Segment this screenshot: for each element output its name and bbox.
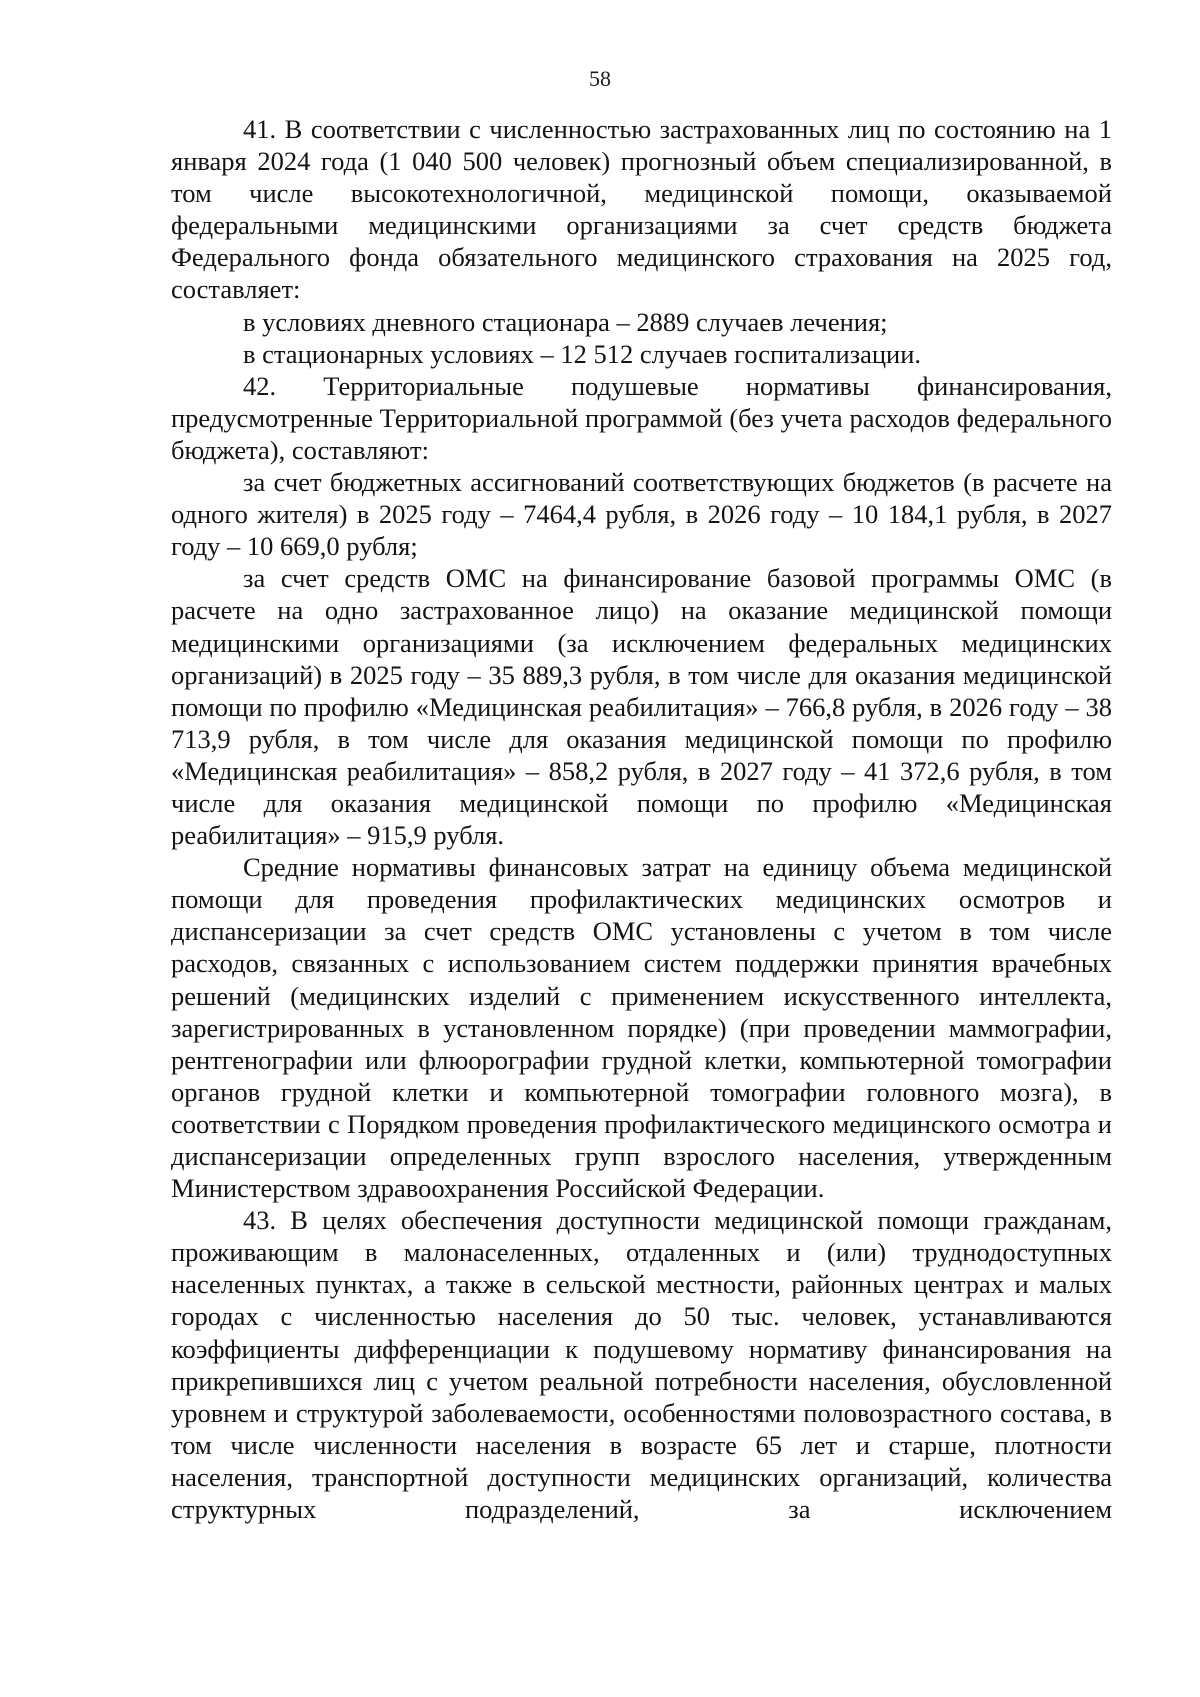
paragraph-41: 41. В соответствии с численностью застрахованных лиц по состоянию на 1 января 2024 года (1 040 500 человек) прогнозный объем специализированной, в том числе высокотехнологичной, медицинской помощи, оказываемой федеральными медицинскими организациями за счет средств бюджета Федерального фонда обязательного медицинского страхования на 2025 год, составляет: (171, 114, 1112, 305)
page-number: 58 (589, 66, 611, 91)
paragraph-inpatient: в стационарных условиях – 12 512 случаев госпитализации. (243, 338, 922, 369)
paragraph-budget-allocations: за счет бюджетных ассигнований соответствующих бюджетов (в расчете на одного жителя) в 2025 году – 7464,4 рубля, в 2026 году – 10 184,1 рубля, в 2027 году – 10 669,0 рубля; (171, 467, 1112, 562)
paragraph-43: 43. В целях обеспечения доступности медицинской помощи гражданам, проживающим в малонаселенных, отдаленных и (или) труднодоступных населенных пунктах, а также в сельской местности, районных центрах и малых городах с численностью населения до 50 тыс. человек, устанавливаются коэффициенты дифференциации к подушевому нормативу финансирования на прикрепившихся лиц с учетом реальной потребности населения, обусловленной уровнем и структурой заболеваемости, особенностями половозрастного состава, в том числе численности населения в возрасте 65 лет и старше, плотности населения, транспортной доступности медицинских организаций, количества структурных подразделений, за исключением (171, 1205, 1112, 1525)
paragraph-42: 42. Территориальные подушевые нормативы финансирования, предусмотренные Территориальной программой (без учета расходов федерального бюджета), составляют: (171, 370, 1112, 465)
document-body (171, 113, 1112, 1525)
paragraph-day-hospital: в условиях дневного стационара – 2889 случаев лечения; (243, 306, 888, 337)
paragraph-oms-funding: за счет средств ОМС на финансирование базовой программы ОМС (в расчете на одно застрахованное лицо) на оказание медицинской помощи медицинскими организациями (за исключением федеральных медицинских организаций) в 2025 году – 35 889,3 рубля, в том числе для оказания медицинской помощи по профилю «Медицинская реабилитация» – 766,8 рубля, в 2026 году – 38 713,9 рубля, в том числе для оказания медицинской помощи по профилю «Медицинская реабилитация» – 858,2 рубля, в 2027 году – 41 372,6 рубля, в том числе для оказания медицинской помощи по профилю «Медицинская реабилитация» – 915,9 рубля. (171, 563, 1112, 851)
paragraph-average-standards: Средние нормативы финансовых затрат на единицу объема медицинской помощи для проведения профилактических медицинских осмотров и диспансеризации за счет средств ОМС установлены с учетом в том числе расходов, связанных с использованием систем поддержки принятия врачебных решений (медицинских изделий с применением искусственного интеллекта, зарегистрированных в установленном порядке) (при проведении маммографии, рентгенографии или флюорографии грудной клетки, компьютерной томографии органов грудной клетки и компьютерной томографии головного мозга), в соответствии с Порядком проведения профилактического медицинского осмотра и диспансеризации определенных групп взрослого населения, утвержденным Министерством здравоохранения Российской Федерации. (171, 852, 1112, 1204)
